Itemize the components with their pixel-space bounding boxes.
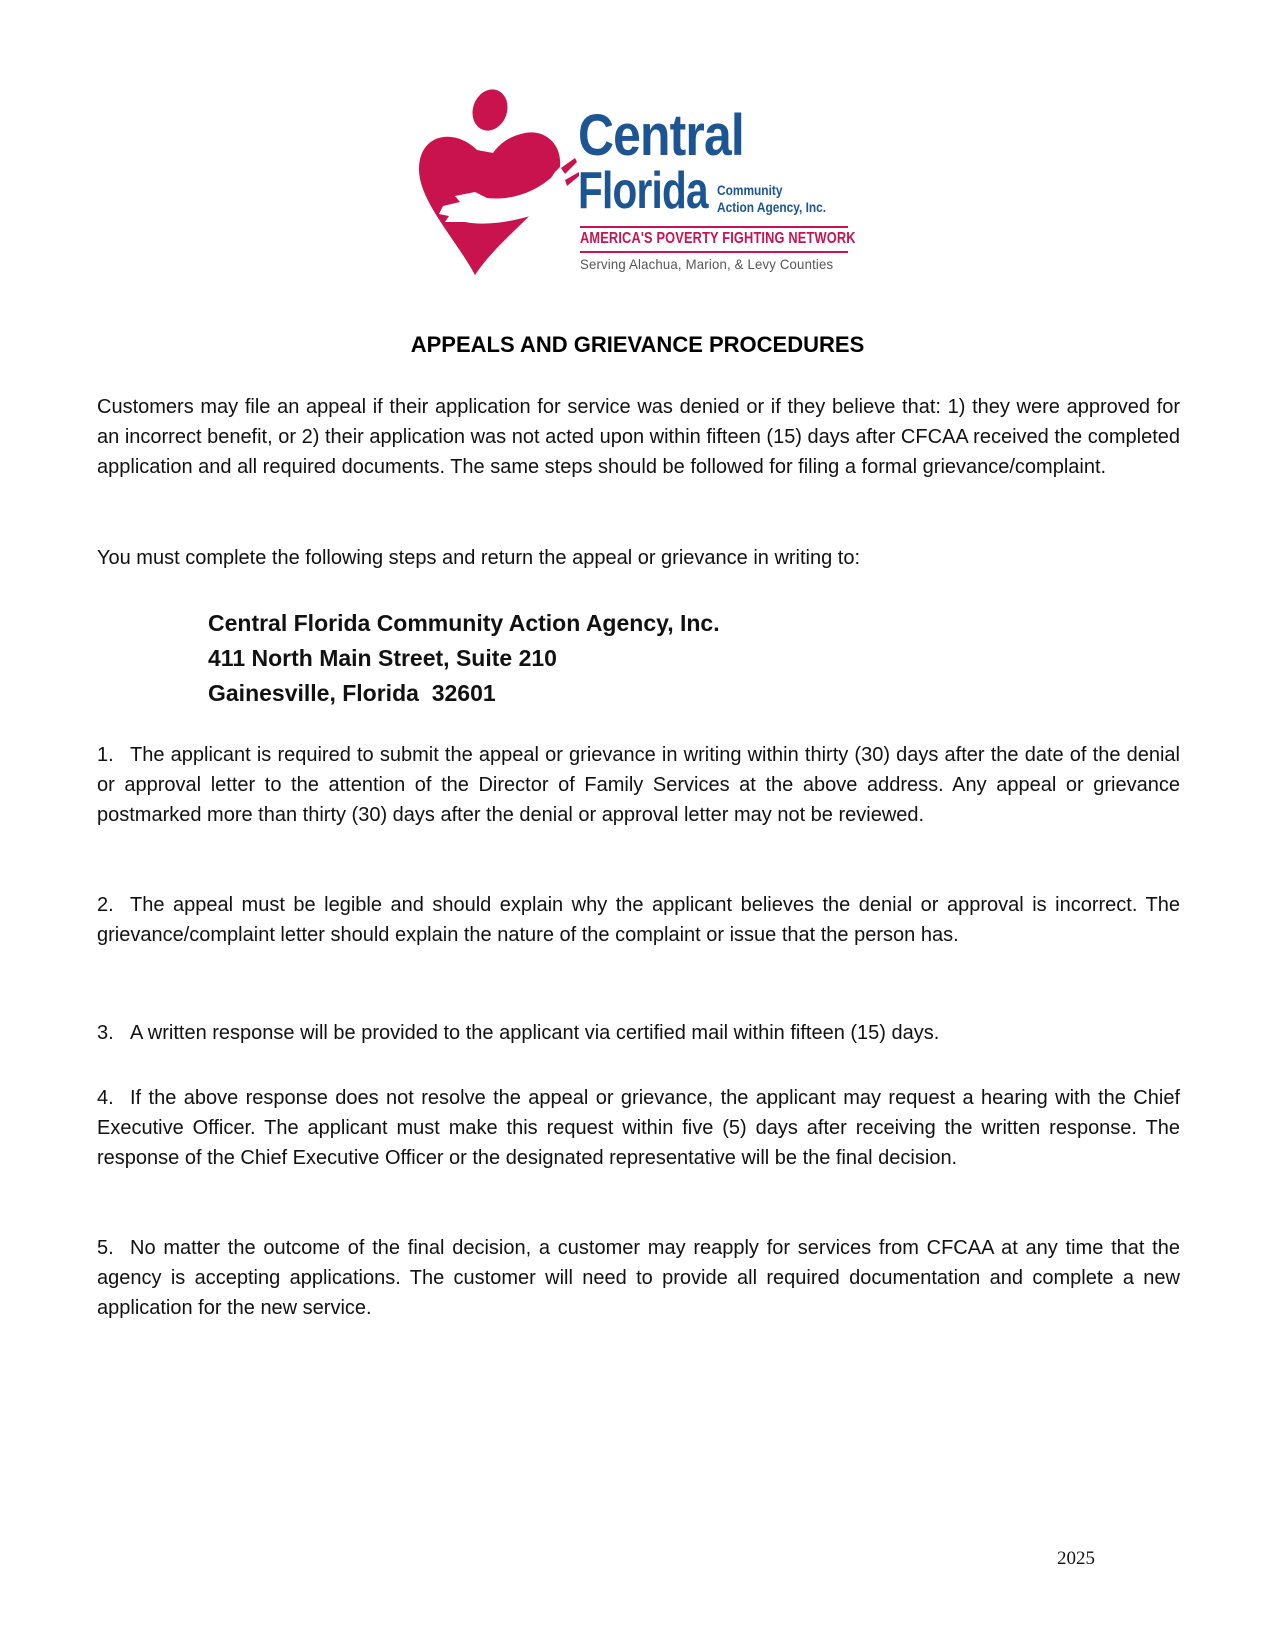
logo-agency-suffix	[717, 182, 826, 216]
step-1	[97, 740, 1180, 830]
intro-paragraph: Customers may file an appeal if their application for service was denied or if they believe that: 1) they were approved for an incorrect benefit, or 2) their application was not acted upon within fifteen (15) days after CFCAA received the completed application and all required documents. The same steps should be followed for filing a formal grievance/complaint.	[97, 396, 1180, 478]
address-line-1: Central Florida Community Action Agency, Inc.	[208, 610, 720, 636]
step-text: The applicant is required to submit the appeal or grievance in writing within thirty (30) days after the date of the denial or approval letter to the attention of the Director of Family Services at the above address. Any appeal or grievance postmarked more than thirty (30) days after the denial or approval letter may not be reviewed.	[97, 744, 1180, 826]
logo-suffix-line1: Community	[717, 182, 783, 198]
step-number: 1.	[97, 744, 114, 766]
instruction-paragraph: You must complete the following steps and return the appeal or grievance in writing to:	[97, 547, 861, 569]
step-number: 2.	[97, 894, 114, 916]
logo-florida-text: Florida	[578, 162, 708, 220]
step-text: A written response will be provided to the applicant via certified mail within fifteen (15) days.	[130, 1022, 940, 1044]
logo-rule-bottom	[580, 251, 848, 253]
page-title: APPEALS AND GRIEVANCE PROCEDURES	[410, 332, 865, 357]
step-number: 3.	[97, 1022, 114, 1044]
logo-central-text: Central	[578, 103, 744, 168]
address-line-3: Gainesville, Florida 32601	[208, 680, 496, 706]
logo-rule-top	[580, 226, 848, 228]
step-4	[97, 1083, 1180, 1173]
mailing-address	[208, 606, 720, 711]
step-text: If the above response does not resolve the appeal or grievance, the applicant may request a hearing with the Chief Executive Officer. The applicant must make this request within five (5) days after receiving the written response. The response of the Chief Executive Officer or the designated representative will be the final decision.	[97, 1087, 1180, 1169]
step-2	[97, 890, 1180, 950]
heart-hug-icon	[415, 88, 580, 278]
step-text: The appeal must be legible and should explain why the applicant believes the denial or approval is incorrect. The grievance/complaint letter should explain the nature of the complaint or issue that the person has.	[97, 894, 1180, 946]
footer-year: 2025	[1057, 1548, 1095, 1569]
step-text: No matter the outcome of the final decision, a customer may reapply for services from CFCAA at any time that the agency is accepting applications. The customer will need to provide all required documentation and complete a new application for the new service.	[97, 1237, 1180, 1319]
step-number: 4.	[97, 1087, 114, 1109]
cfcaa-logo	[415, 88, 855, 280]
step-number: 5.	[97, 1237, 114, 1259]
logo-suffix-line2: Action Agency, Inc.	[717, 199, 827, 215]
logo-tagline: AMERICA'S POVERTY FIGHTING NETWORK	[580, 230, 856, 247]
logo-serving-counties: Serving Alachua, Marion, & Levy Counties	[580, 256, 834, 272]
step-3	[97, 1018, 1180, 1048]
step-5	[97, 1233, 1180, 1323]
address-line-2: 411 North Main Street, Suite 210	[208, 645, 557, 671]
